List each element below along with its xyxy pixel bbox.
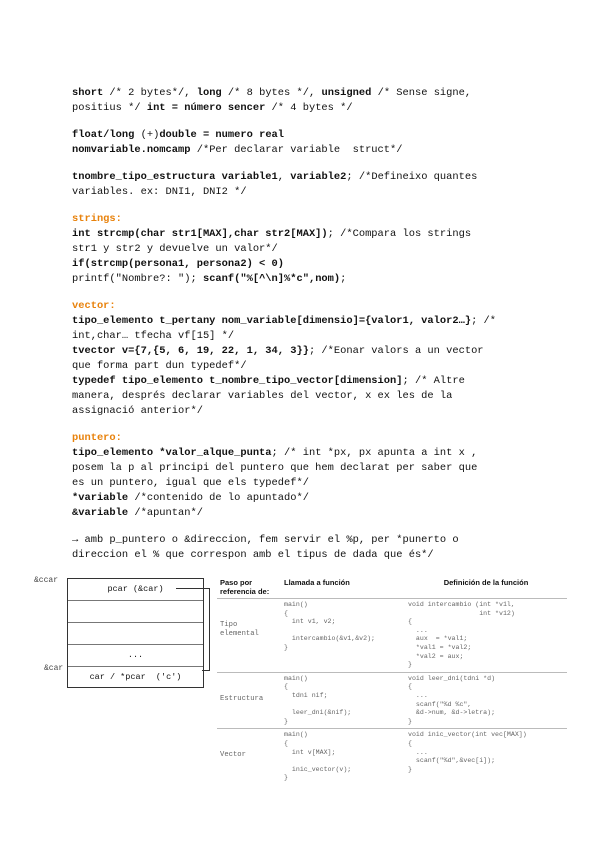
text-segment: &variable [72,507,129,519]
text-line [72,86,542,101]
row-label: Tipo elemental [217,599,281,673]
definition-code: void leer_dni(tdni *d) { ... scanf("%d %c", &d->num, &d->letra); } [405,672,567,729]
text-line [72,299,542,314]
text-segment: direccion el % que correspon amb el tipus de dada que és*/ [72,549,434,561]
call-code: main() { int v[MAX]; inic_vector(v); } [281,729,405,785]
section-heading: strings: [72,213,122,225]
stack-label-bottom: &car [44,664,64,673]
pointer-arrow-line [209,588,210,670]
text-segment: tvector v={7,{5, 6, 19, 22, 1, 34, 3}} [72,345,309,357]
text-segment: positius */ [72,102,147,114]
table-header: Llamada a función [284,578,350,587]
text-line [72,329,542,344]
text-segment: ; /*Defineixo quantes [346,171,478,183]
table-row [217,729,567,785]
text-segment: variables. ex: DNI1, DNI2 */ [72,186,247,198]
section-heading: puntero: [72,432,122,444]
stack-cell: pcar (&car) [68,579,203,601]
note-paragraph [72,212,542,287]
text-segment: printf("Nombre?: "); [72,273,203,285]
stack-cell [68,601,203,623]
table-header: Paso por referencia de: [220,578,270,596]
text-line [72,170,542,185]
reference-passing-table [217,576,567,785]
text-line [72,242,542,257]
text-segment: tipo_elemento t_pertany nom_variable[dimensio]={valor1, valor2…} [72,315,472,327]
call-code: main() { tdni nif; leer_dni(&nif); } [281,672,405,729]
text-line [72,491,542,506]
text-segment: tnombre_tipo_estructura variable1 [72,171,278,183]
stack-cell: ... [68,645,203,667]
text-line [72,185,542,200]
note-paragraph [72,170,542,200]
text-segment: unsigned [321,87,372,99]
text-segment: ; /* Altre [402,375,465,387]
pointer-arrow-line [176,588,210,589]
table-row [217,672,567,729]
stack-cell: car / *pcar ('c') [89,672,182,682]
note-paragraph [72,128,542,158]
table-row [217,599,567,673]
text-segment: str1 y str2 y devuelve un valor*/ [72,243,278,255]
text-segment: tipo_elemento *valor_alque_punta [72,447,272,459]
text-segment: /* 2 bytes*/, [103,87,197,99]
note-paragraph [72,533,542,563]
text-line [72,101,542,116]
text-segment: /*apuntan*/ [128,507,203,519]
text-line [72,404,542,419]
text-line [72,272,542,287]
text-line [72,128,542,143]
notes-document [72,86,542,575]
text-line [72,548,542,563]
text-line [72,227,542,242]
note-paragraph [72,299,542,419]
text-line [72,389,542,404]
text-line [72,506,542,521]
text-segment: /* 8 bytes */, [221,87,322,99]
text-segment: , [277,171,291,183]
text-segment: ; /* int *px, px apunta a int x , [271,447,478,459]
stack-label-top: &ccar [34,576,59,585]
table-header: Definición de la función [443,578,529,587]
text-line [72,212,542,227]
text-segment: typedef tipo_elemento t_nombre_tipo_vector[dimension] [72,375,403,387]
text-segment: nomvariable.nomcamp [72,144,191,156]
text-line [72,446,542,461]
text-segment: /*contenido de lo apuntado*/ [128,492,309,504]
text-line [72,344,542,359]
text-segment: /*Per declarar variable struct*/ [190,144,403,156]
text-segment: int,char… tfecha vf[15] */ [72,330,235,342]
text-segment: posem la p al principi del puntero que hem declarat per saber que [72,462,478,474]
note-paragraph [72,86,542,116]
text-segment: ; /* [471,315,497,327]
text-segment: variable2 [290,171,347,183]
memory-stack-diagram [67,578,204,688]
text-segment: → amb p_puntero o &direccion, fem servir el %p, per *punerto o [72,534,459,546]
text-segment: ; /*Eonar valors a un vector [308,345,484,357]
section-heading: vector: [72,300,116,312]
text-segment: /* 4 bytes */ [265,102,353,114]
pointer-reference-figure [34,576,574,826]
text-segment: *variable [72,492,129,504]
pointer-arrow-line [202,670,210,671]
text-segment: float/long [72,129,135,141]
row-label: Vector [217,729,281,785]
note-paragraph [72,431,542,521]
text-line [72,431,542,446]
text-segment: (+) [134,129,160,141]
text-segment: assignació anterior*/ [72,405,203,417]
text-segment: short [72,87,104,99]
text-segment: double = numero real [159,129,285,141]
text-line [72,257,542,272]
text-segment: es un puntero, igual que els typedef*/ [72,477,309,489]
text-segment: scanf("%[^\n]%*c",nom) [202,273,341,285]
text-segment: que forma part dun typedef*/ [72,360,247,372]
text-line [72,476,542,491]
call-code: main() { int v1, v2; intercambio(&v1,&v2); } [281,599,405,673]
text-line [72,461,542,476]
row-label: Estructura [217,672,281,729]
stack-cell [68,623,203,645]
text-segment: manera, després declarar variables del vector, x ex les de la [72,390,453,402]
text-segment: long [196,87,222,99]
text-line [72,359,542,374]
text-segment: if(strcmp(persona1, persona2) < 0) [72,258,285,270]
text-segment: int strcmp(char str1[MAX],char str2[MAX]) [72,228,328,240]
text-line [72,533,542,548]
text-segment: ; [340,273,347,285]
text-line [72,374,542,389]
text-segment: /* Sense signe, [371,87,472,99]
definition-code: void inic_vector(int vec[MAX]) { ... scanf("%d",&vec[i]); } [405,729,567,785]
text-segment: ; /*Compara los strings [327,228,472,240]
text-line [72,314,542,329]
text-line [72,143,542,158]
text-segment: int = número sencer [146,102,266,114]
definition-code: void intercambio (int *v1l, int *v12) { ... aux = *val1; *val1 = *val2; *val2 = aux; } [405,599,567,673]
